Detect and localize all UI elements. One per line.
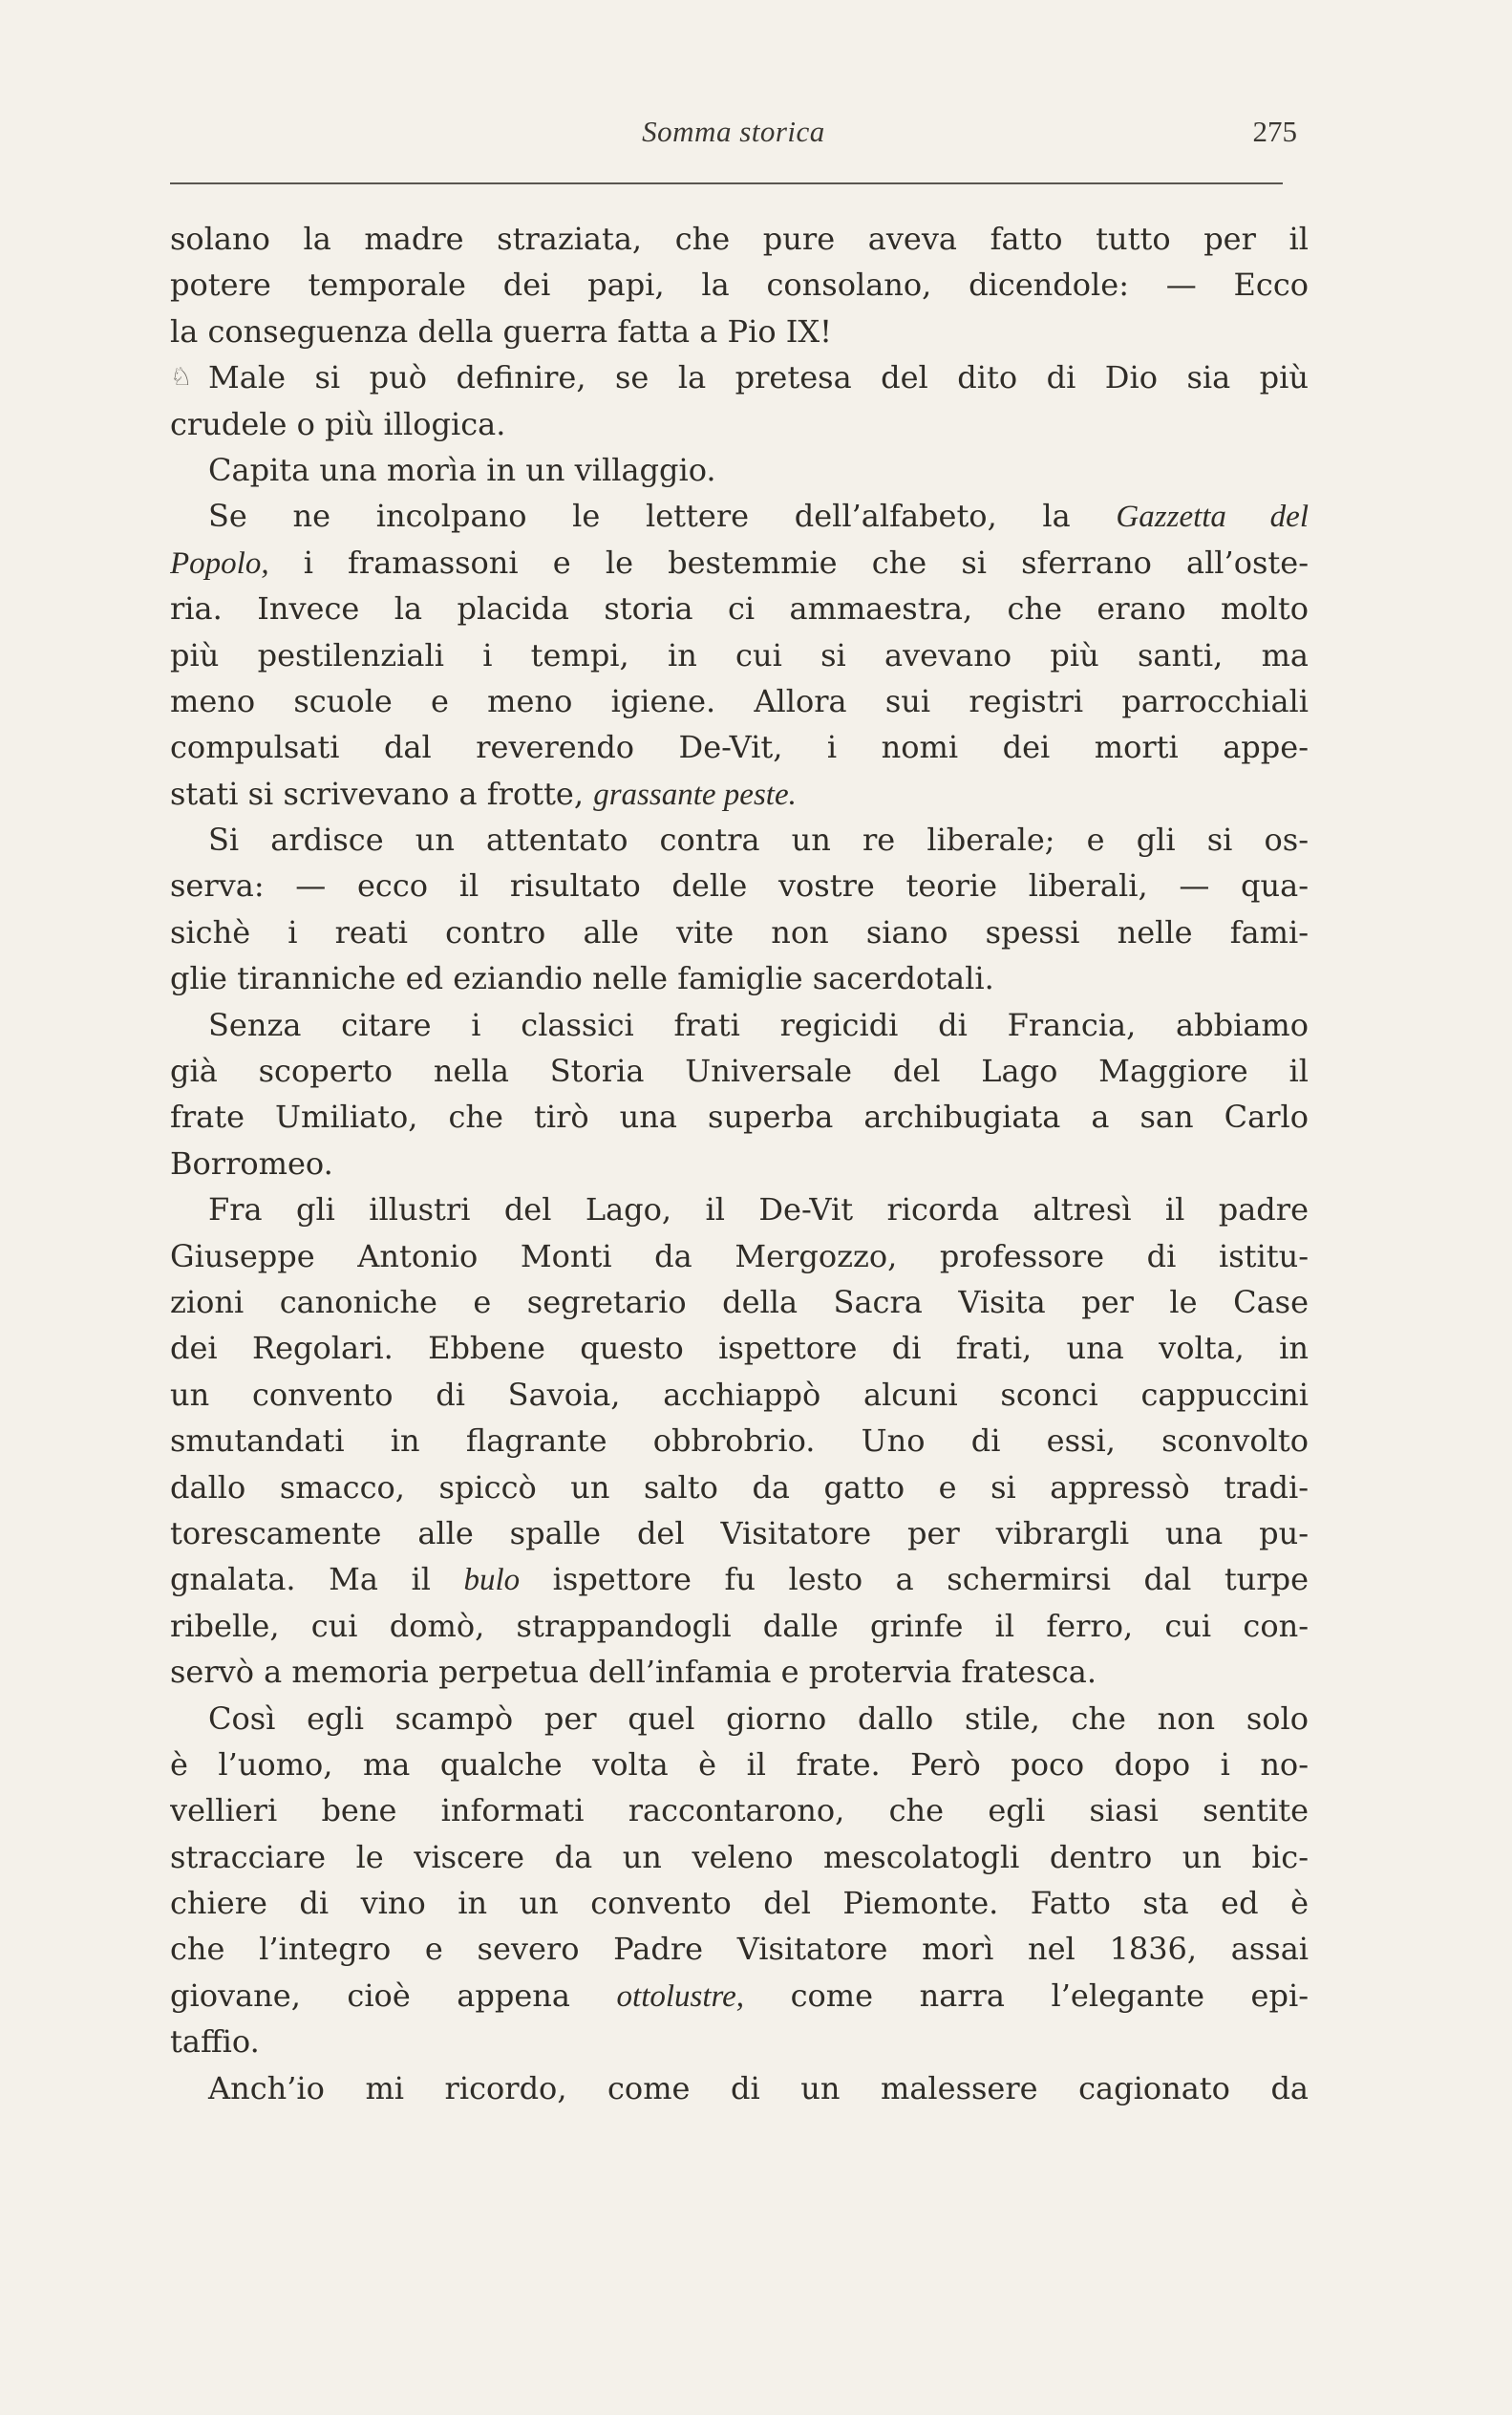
text-line: già scoperto nella Storia Universale del Lago Maggiore il [170, 1053, 1309, 1090]
text-line: meno scuole e meno igiene. Allora sui registri parrocchiali [170, 682, 1309, 719]
text-line: glie tiranniche ed eziandio nelle famiglie sacerdotali. [170, 960, 994, 997]
text-line: stati si scrivevano a frotte, grassante peste. [170, 775, 797, 812]
text-line: crudele o più illogica. [170, 405, 506, 442]
text-line: sichè i reati contro alle vite non siano spessi nelle fami- [170, 913, 1309, 951]
text-line: un convento di Savoia, acchiappò alcuni sconci cappuccini [170, 1376, 1309, 1413]
text-line: Anch’io mi ricordo, come di un malessere cagionato da [208, 2069, 1309, 2106]
page-number: 275 [1252, 115, 1297, 148]
text-line: Popolo, i framassoni e le bestemmie che si sferrano all’oste- [170, 544, 1309, 581]
running-title: Somma storica [642, 115, 825, 148]
text-line: zioni canoniche e segretario della Sacra Visita per le Case [170, 1283, 1309, 1320]
text-line: frate Umiliato, che tirò una superba archibugiata a san Carlo [170, 1099, 1309, 1136]
text-line: Si ardisce un attentato contra un re liberale; e gli si os- [208, 822, 1309, 859]
text-line: compulsati dal reverendo De-Vit, i nomi dei morti appe- [170, 729, 1309, 766]
text-line: Capita una morìa in un villaggio. [208, 451, 716, 488]
text-line: stracciare le viscere da un veleno mescolatogli dentro un bic- [170, 1838, 1309, 1875]
text-line: solano la madre straziata, che pure aveva fatto tutto per il [170, 221, 1309, 257]
text-line: la conseguenza della guerra fatta a Pio IX! [170, 312, 833, 350]
text-line: giovane, cioè appena ottolustre, come narra l’elegante epi- [170, 1977, 1309, 2014]
text-line: torescamente alle spalle del Visitatore per vibrargli una pu- [170, 1514, 1309, 1551]
text-line: è l’uomo, ma qualche volta è il frate. Però poco dopo i no- [170, 1745, 1309, 1783]
text-line: dei Regolari. Ebbene questo ispettore di frati, una volta, in [170, 1330, 1309, 1367]
text-line: che l’integro e severo Padre Visitatore morì nel 1836, assai [170, 1931, 1309, 1968]
text-line: smutandati in flagrante obbrobrio. Uno di essi, sconvolto [170, 1422, 1309, 1460]
text-line: più pestilenziali i tempi, in cui si avevano più santi, ma [170, 636, 1309, 673]
text-line: vellieri bene informati raccontarono, che egli siasi sentite [170, 1792, 1309, 1829]
text-line: ria. Invece la placida storia ci ammaestra, che erano molto [170, 590, 1309, 628]
text-line: servò a memoria perpetua dell’infamia e protervia fratesca. [170, 1654, 1097, 1691]
text-line: Se ne incolpano le lettere dell’alfabeto, la Gazzetta del [208, 498, 1309, 535]
text-line: gnalata. Ma il bulo ispettore fu lesto a schermirsi dal turpe [170, 1561, 1309, 1598]
text-line: Fra gli illustri del Lago, il De-Vit ricorda altresì il padre [208, 1191, 1309, 1229]
text-line: ♘ Male si può definire, se la pretesa del dito di Dio sia più [170, 354, 1309, 400]
text-line: potere temporale dei papi, la consolano, dicendole: — Ecco [170, 267, 1309, 304]
marginal-mark: ♘ [170, 363, 193, 393]
text-line: chiere di vino in un convento del Piemonte. Fatto sta ed è [170, 1885, 1309, 1922]
text-line: Senza citare i classici frati regicidi di Francia, abbiamo [208, 1006, 1309, 1043]
text-line: Borromeo. [170, 1144, 333, 1182]
text-line: serva: — ecco il risultato delle vostre teorie liberali, — qua- [170, 867, 1309, 905]
body-text [170, 216, 1309, 2111]
text-line: ribelle, cui domò, strappandogli dalle grinfe il ferro, cui con- [170, 1607, 1309, 1644]
text-line: Così egli scampò per quel giorno dallo stile, che non solo [208, 1699, 1309, 1737]
text-line: taffio. [170, 2023, 260, 2061]
text-line: Giuseppe Antonio Monti da Mergozzo, professore di istitu- [170, 1237, 1309, 1274]
header-rule [170, 182, 1283, 184]
text-line: dallo smacco, spiccò un salto da gatto e si appressò tradi- [170, 1468, 1309, 1506]
running-head [170, 111, 1297, 155]
